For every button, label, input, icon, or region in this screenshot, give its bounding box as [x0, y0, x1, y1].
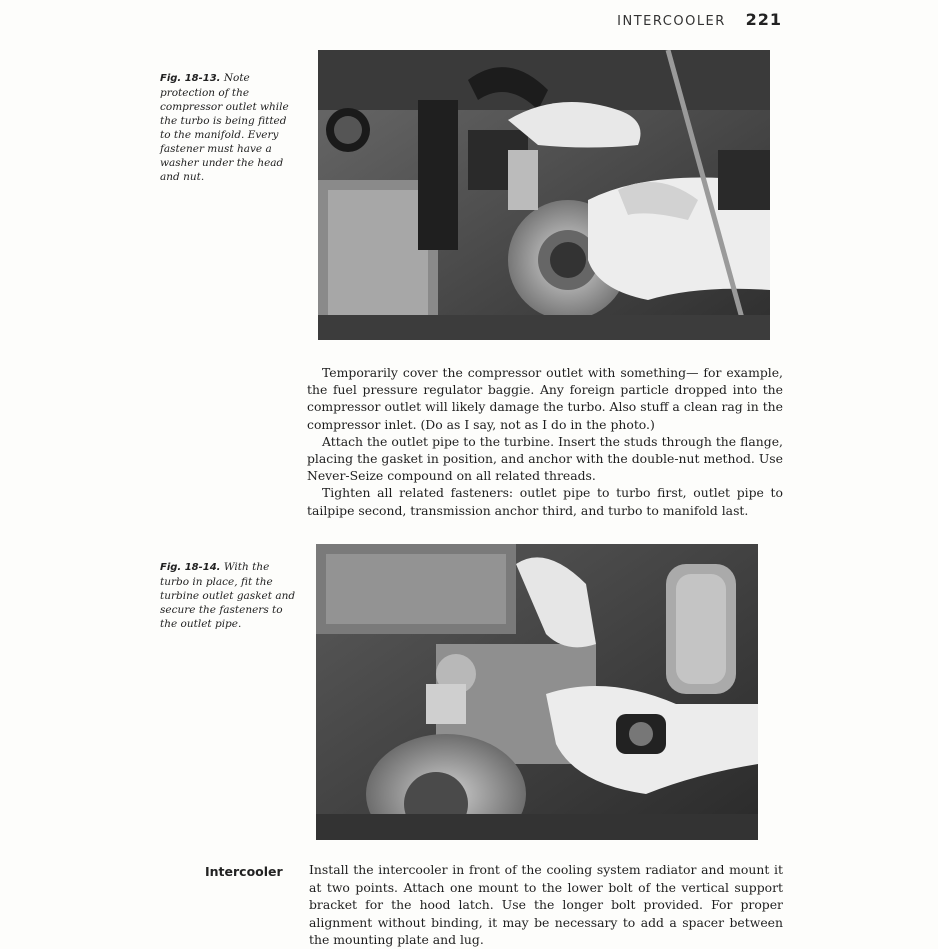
intercooler-paragraph: Install the intercooler in front of the cooling system radiator and mount it at two points. Attach one mount to the lower bolt of the vertical support bracket for the hood latch. Use the longer bolt provided. For proper alignment without binding, it may be necessary to add a spacer between the mounting plate and lug. — [309, 862, 783, 948]
intercooler-text — [309, 861, 783, 949]
figure-label: Fig. 18-13. — [160, 73, 221, 84]
figure-caption-text: With the turbo in place, fit the turbine outlet gasket and secure the fasteners to the outlet pipe. — [160, 561, 296, 630]
running-header — [617, 10, 782, 29]
figure-caption-18-14 — [160, 560, 296, 631]
figure-caption-text: Note protection of the compressor outlet while the turbo is being fitted to the manifold. Every fastener must have a washer under the head and nut. — [160, 72, 289, 183]
body-text — [307, 364, 783, 519]
body-paragraph: Temporarily cover the compressor outlet with something— for example, the fuel pressure regulator baggie. Any foreign particle dropped into the compressor outlet will likely damage the turbo. Also stuff a clean rag in the compressor inlet. (Do as I say, not as I do in the photo.) — [307, 365, 783, 432]
figure-label: Fig. 18-14. — [160, 562, 221, 573]
body-paragraph: Tighten all related fasteners: outlet pipe to turbo first, outlet pipe to tailpipe second, transmission anchor third, and turbo to manifold last. — [307, 485, 783, 518]
header-section-title: INTERCOOLER — [617, 14, 726, 29]
body-paragraph: Attach the outlet pipe to the turbine. Insert the studs through the flange, placing the gasket in position, and anchor with the double-nut method. Use Never-Seize compound on all related threads. — [307, 433, 783, 484]
page-number: 221 — [745, 10, 782, 29]
section-heading-intercooler: Intercooler — [205, 864, 283, 879]
photo-turbine-outlet — [316, 544, 758, 840]
photo-turbo-fitting — [318, 50, 770, 340]
figure-caption-18-13 — [160, 71, 296, 184]
